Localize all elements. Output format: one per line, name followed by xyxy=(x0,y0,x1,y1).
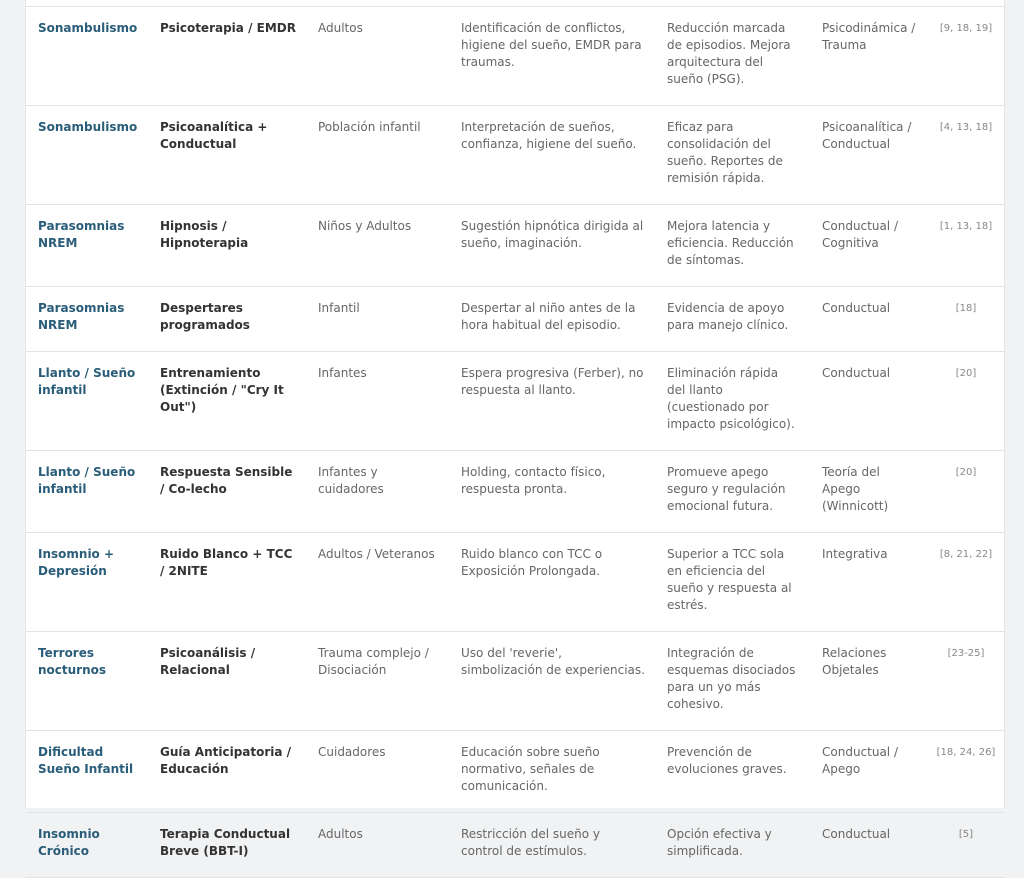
therapy-cell: Guía Anticipatoria / Educación xyxy=(160,745,292,776)
condition-cell: Sonambulismo xyxy=(38,120,138,134)
technique-cell: Identificación de conflictos, higiene del sueño, EMDR para traumas. xyxy=(461,21,642,69)
population-cell: Infantil xyxy=(318,301,360,315)
results-cell: Superior a TCC sola en eficiencia del sueño y respuesta al estrés. xyxy=(667,547,792,612)
orientation-cell: Psicodinámica / Trauma xyxy=(822,21,916,52)
condition-cell: Sonambulismo xyxy=(38,21,138,35)
references-cell: [4, 13, 18] xyxy=(939,122,993,133)
orientation-cell: Conductual xyxy=(822,366,891,380)
condition-cell: Terrores nocturnos xyxy=(38,646,107,677)
technique-cell: Ruido blanco con TCC o Exposición Prolongada. xyxy=(461,547,603,578)
therapy-cell: Hipnosis / Hipnoterapia xyxy=(160,219,249,250)
population-cell: Adultos / Veteranos xyxy=(318,547,435,561)
orientation-cell: Relaciones Objetales xyxy=(822,646,887,677)
population-cell: Infantes y cuidadores xyxy=(318,465,384,496)
orientation-cell: Integrativa xyxy=(822,547,888,561)
therapy-cell: Psicoterapia / EMDR xyxy=(160,21,296,35)
condition-cell: Dificultad Sueño Infantil xyxy=(38,745,134,776)
references-cell: [18] xyxy=(955,303,977,314)
references-cell: [20] xyxy=(955,368,977,379)
table-row xyxy=(26,106,1004,205)
condition-cell: Insomnio Crónico xyxy=(38,827,100,858)
orientation-cell: Conductual xyxy=(822,827,891,841)
population-cell: Adultos xyxy=(318,827,363,841)
content-panel xyxy=(25,0,1005,858)
results-cell: Eficaz para consolidación del sueño. Reportes de remisión rápida. xyxy=(667,120,783,185)
results-cell: Integración de esquemas disociados para un yo más cohesivo. xyxy=(667,646,796,711)
references-cell: [5] xyxy=(958,829,974,840)
results-cell: Prevención de evoluciones graves. xyxy=(667,745,787,776)
therapy-cell: Psicoanálisis / Relacional xyxy=(160,646,256,677)
population-cell: Población infantil xyxy=(318,120,421,134)
condition-cell: Llanto / Sueño infantil xyxy=(38,465,136,496)
results-cell: Promueve apego seguro y regulación emocional futura. xyxy=(667,465,786,513)
condition-cell: Parasomnias NREM xyxy=(38,219,125,250)
table-row xyxy=(26,533,1004,632)
population-cell: Trauma complejo / Disociación xyxy=(318,646,429,677)
results-cell: Eliminación rápida del llanto (cuestionado por impacto psicológico). xyxy=(667,366,795,431)
references-cell: [20] xyxy=(955,467,977,478)
references-cell: [18, 24, 26] xyxy=(936,747,996,758)
therapy-cell: Terapia Conductual Breve (BBT-I) xyxy=(160,827,291,858)
table-body xyxy=(26,7,1004,878)
population-cell: Niños y Adultos xyxy=(318,219,412,233)
technique-cell: Espera progresiva (Ferber), no respuesta al llanto. xyxy=(461,366,644,397)
therapy-cell: Despertares programados xyxy=(160,301,250,332)
results-cell: Reducción marcada de episodios. Mejora arquitectura del sueño (PSG). xyxy=(667,21,791,86)
condition-cell: Insomnio + Depresión xyxy=(38,547,115,578)
orientation-cell: Psicoanalítica / Conductual xyxy=(822,120,912,151)
table-row xyxy=(26,7,1004,106)
therapy-cell: Psicoanalítica + Conductual xyxy=(160,120,268,151)
references-cell: [8, 21, 22] xyxy=(939,549,993,560)
therapies-table xyxy=(26,6,1004,878)
technique-cell: Holding, contacto físico, respuesta pronta. xyxy=(461,465,606,496)
references-cell: [9, 18, 19] xyxy=(939,23,993,34)
table-row xyxy=(26,632,1004,731)
therapy-cell: Entrenamiento (Extinción / "Cry It Out") xyxy=(160,366,284,414)
results-cell: Opción efectiva y simplificada. xyxy=(667,827,772,858)
table-row xyxy=(26,451,1004,533)
technique-cell: Despertar al niño antes de la hora habitual del episodio. xyxy=(461,301,636,332)
therapy-cell: Ruido Blanco + TCC / 2NITE xyxy=(160,547,293,578)
orientation-cell: Teoría del Apego (Winnicott) xyxy=(822,465,889,513)
references-cell: [1, 13, 18] xyxy=(939,221,993,232)
condition-cell: Llanto / Sueño infantil xyxy=(38,366,136,397)
technique-cell: Uso del 'reverie', simbolización de experiencias. xyxy=(461,646,645,677)
population-cell: Cuidadores xyxy=(318,745,386,759)
population-cell: Adultos xyxy=(318,21,363,35)
technique-cell: Educación sobre sueño normativo, señales de comunicación. xyxy=(461,745,600,793)
technique-cell: Sugestión hipnótica dirigida al sueño, imaginación. xyxy=(461,219,644,250)
condition-cell: Parasomnias NREM xyxy=(38,301,125,332)
table-row xyxy=(26,813,1004,878)
orientation-cell: Conductual / Apego xyxy=(822,745,899,776)
orientation-cell: Conductual / Cognitiva xyxy=(822,219,899,250)
table-row xyxy=(26,205,1004,287)
orientation-cell: Conductual xyxy=(822,301,891,315)
table-row xyxy=(26,352,1004,451)
results-cell: Mejora latencia y eficiencia. Reducción de síntomas. xyxy=(667,219,794,267)
technique-cell: Restricción del sueño y control de estímulos. xyxy=(461,827,600,858)
results-cell: Evidencia de apoyo para manejo clínico. xyxy=(667,301,789,332)
therapy-cell: Respuesta Sensible / Co-lecho xyxy=(160,465,293,496)
population-cell: Infantes xyxy=(318,366,367,380)
references-cell: [23-25] xyxy=(947,648,985,659)
technique-cell: Interpretación de sueños, confianza, higiene del sueño. xyxy=(461,120,637,151)
table-row xyxy=(26,287,1004,352)
table-row xyxy=(26,731,1004,813)
